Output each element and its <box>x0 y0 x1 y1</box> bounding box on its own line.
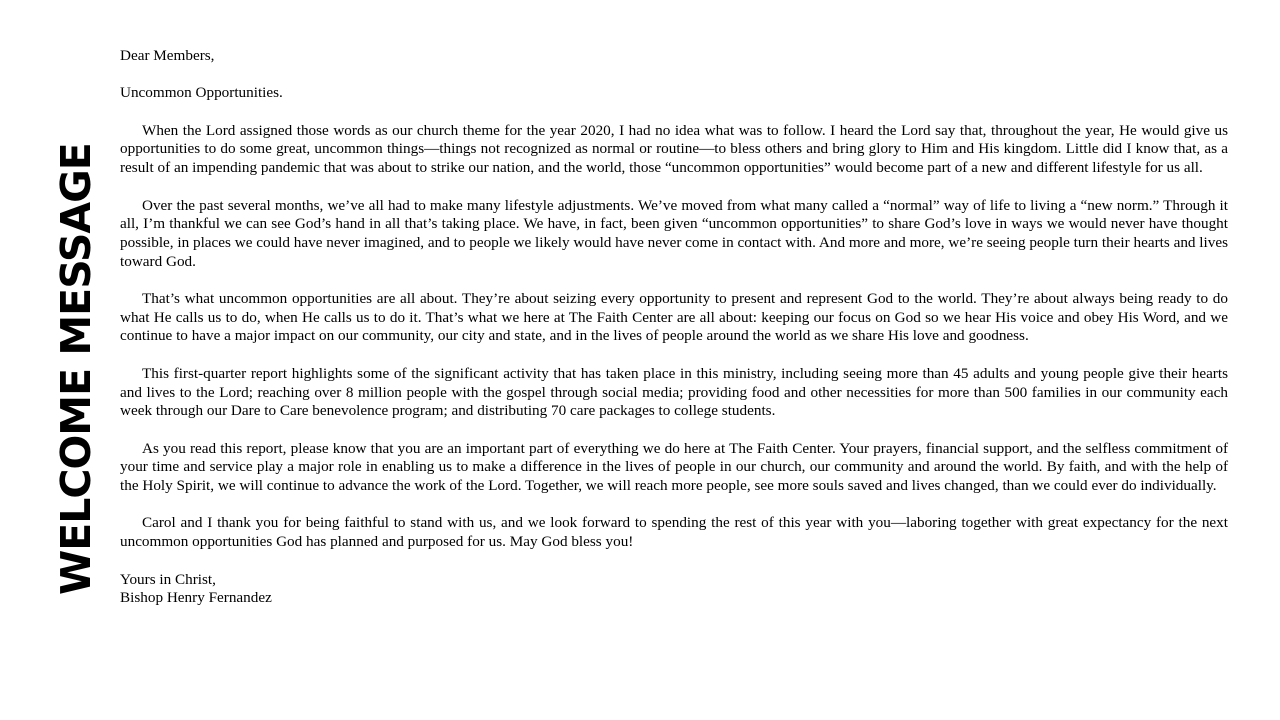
theme-line: Uncommon Opportunities. <box>120 84 283 102</box>
paragraph-3: That’s what uncommon opportunities are all about. They’re about seizing every opportunity to present and represent God to the world. They’re about always being ready to do what He calls us to do, when He calls us to do it. That’s what we here at The Faith Center are all about: keeping our focus on God so we hear His voice and obey His Word, and we continue to have a major impact on our community, our city and state, and in the lives of people around the world as we share His love and goodness. <box>120 290 1228 345</box>
paragraph-6: Carol and I thank you for being faithful to stand with us, and we look forward to spending the rest of this year with you—laboring together with great expectancy for the next uncommon opportunities God has planned and purposed for us. May God bless you! <box>120 514 1228 551</box>
closing: Yours in Christ, <box>120 570 216 588</box>
paragraph-5: As you read this report, please know that you are an important part of everything we do here at The Faith Center. Your prayers, financial support, and the selfless commitment of your time and service play a major role in enabling us to make a difference in the lives of people in our church, our community and around the world. By faith, and with the help of the Holy Spirit, we will continue to advance the work of the Lord. Together, we will reach more people, see more souls saved and lives changed, than we could ever do individually. <box>120 439 1228 495</box>
signature: Bishop Henry Fernandez <box>120 589 272 607</box>
letter-body <box>120 47 1228 608</box>
paragraph-4: This first-quarter report highlights some of the significant activity that has taken place in this ministry, including seeing more than 45 adults and young people give their hearts and lives to the Lord; reaching over 8 million people with the gospel through social media; providing food and other necessities for more than 500 families in our community each week through our Dare to Care benevolence program; and distributing 70 care packages to college students. <box>120 364 1228 420</box>
page-title: WELCOME MESSAGE <box>52 143 100 595</box>
paragraph-2: Over the past several months, we’ve all had to make many lifestyle adjustments. We’ve moved from what many called a “normal” way of life to living a “new norm.” Through it all, I’m thankful we can see God’s hand in all that’s taking place. We have, in fact, been given “uncommon opportunities” to share God’s love in ways we would never have thought possible, in places we could have never imagined, and to people we likely would have never come in contact with. And more and more, we’re seeing people turn their hearts and lives toward God. <box>120 196 1228 270</box>
paragraph-1: When the Lord assigned those words as our church theme for the year 2020, I had no idea what was to follow. I heard the Lord say that, throughout the year, He would give us opportunities to do some great, uncommon things—things not recognized as normal or routine—to bless others and bring glory to Him and His kingdom. Little did I know that, as a result of an impending pandemic that was about to strike our nation, and the world, those “uncommon opportunities” would become part of a new and different lifestyle for us all. <box>120 121 1228 177</box>
signoff <box>120 571 1228 608</box>
salutation: Dear Members, <box>120 47 215 64</box>
